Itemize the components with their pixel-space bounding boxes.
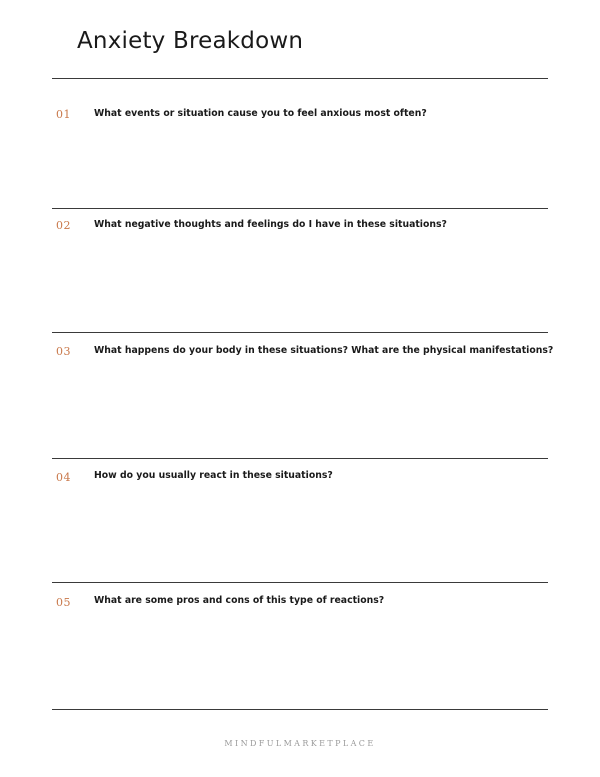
- section-question: What are some pros and cons of this type of reactions?: [94, 595, 385, 606]
- section-number: 02: [56, 219, 71, 232]
- section-divider: [52, 332, 548, 333]
- section-divider: [52, 208, 548, 209]
- section-question: How do you usually react in these situations?: [94, 470, 333, 481]
- bottom-divider: [52, 709, 548, 710]
- section-question: What negative thoughts and feelings do I have in these situations?: [94, 219, 447, 230]
- top-divider: [52, 78, 548, 79]
- section-divider: [52, 458, 548, 459]
- section-divider: [52, 582, 548, 583]
- page-title: Anxiety Breakdown: [77, 28, 304, 54]
- section-number: 04: [56, 471, 71, 484]
- section-number: 01: [56, 108, 71, 121]
- footer-brand: MINDFULMARKETPLACE: [224, 739, 376, 748]
- section-number: 03: [56, 345, 71, 358]
- section-question: What events or situation cause you to feel anxious most often?: [94, 108, 427, 119]
- section-question: What happens do your body in these situations? What are the physical manifestations?: [94, 345, 554, 356]
- section-number: 05: [56, 596, 71, 609]
